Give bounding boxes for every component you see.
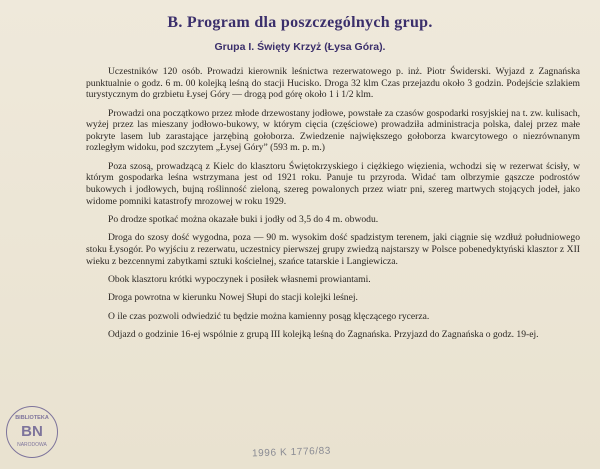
stamp-top-text: BIBLIOTEKA	[15, 415, 49, 421]
stamp-center-text: BN	[21, 423, 43, 440]
paragraph: Droga do szosy dość wygodna, poza — 90 m. wysokim dość spadzistym terenem, jaki ciągnie się wzdłuż południowego stoku Łysogór. Po wyjściu z rezerwatu, uczestnicy pierwszej grupy zwiedzą najstarszy w Polsce pobenedyktyński klasztor z XII wieku z bezcennymi zabytkami sztuki kościelnej, szańce tatarskie i Langiewicza.	[86, 232, 580, 267]
paragraph: Uczestników 120 osób. Prowadzi kierownik leśnictwa rezerwatowego p. inż. Piotr Świderski. Wyjazd z Zagnańska punktualnie o godz. 6 m. 00 kolejką leśną do stacji Hucisko. Droga 32 klm Czas przejazdu około 3 godzin. Podejście szlakiem turystycznym do grzbietu Łysej Góry — drogą pod górę około 1 i 1/2 klm.	[86, 66, 580, 101]
document-body	[86, 66, 580, 347]
paragraph: Odjazd o godzinie 16-ej wspólnie z grupą III kolejką leśną do Zagnańska. Przyjazd do Zagnańska o godz. 19-ej.	[108, 329, 539, 341]
page-title: B. Program dla poszczególnych grup.	[167, 14, 433, 31]
paragraph: Po drodze spotkać można okazałe buki i jodły od 3,5 do 4 m. obwodu.	[108, 213, 379, 225]
paragraph: Prowadzi ona początkowo przez młode drzewostany jodłowe, powstałe za czasów gospodarki rosyjskiej na t. zw. kulisach, wyżej przez las mieszany jodłowo-bukowy, w którym cięcia (częściowe) prowadziła administracja polska, dalej przez małe pokryte lasem lub zarastające jarzębiną gołoborza. Zwiedzenie największego gołoborza kwarcytowego o niezrównanym rozległym widoku, pod szczytem „Łysej Góry” (593 m. p. m.)	[86, 107, 580, 154]
group-subtitle: Grupa I. Święty Krzyż (Łysa Góra).	[214, 41, 386, 53]
paragraph: Droga powrotna w kierunku Nowej Słupi do stacji kolejki leśnej.	[108, 292, 358, 304]
library-stamp	[6, 406, 58, 458]
paragraph: Poza szosą, prowadzącą z Kielc do klasztoru Świętokrzyskiego i ciężkiego więzienia, wchodzi się w rezerwat ścisły, w którym gospodarka leśna wstrzymana jest od 1921 roku. Panuje tu przyroda. Widać tam olbrzymie gąszcze podrostów bukowych i jodłowych, bujną roślinność zieloną, szereg powalonych przez wiatr pni, szereg martwych stojących jodeł, jako widome pomniki katastrofy mrozowej w roku 1929.	[86, 160, 580, 207]
paragraph: Obok klasztoru krótki wypoczynek i posiłek własnemi prowiantami.	[108, 273, 371, 285]
catalog-signature: 1996 K 1776/83	[251, 445, 332, 460]
paragraph: O ile czas pozwoli odwiedzić tu będzie można kamienny posąg klęczącego rycerza.	[108, 310, 430, 322]
stamp-bottom-text: NARODOWA	[17, 442, 47, 448]
